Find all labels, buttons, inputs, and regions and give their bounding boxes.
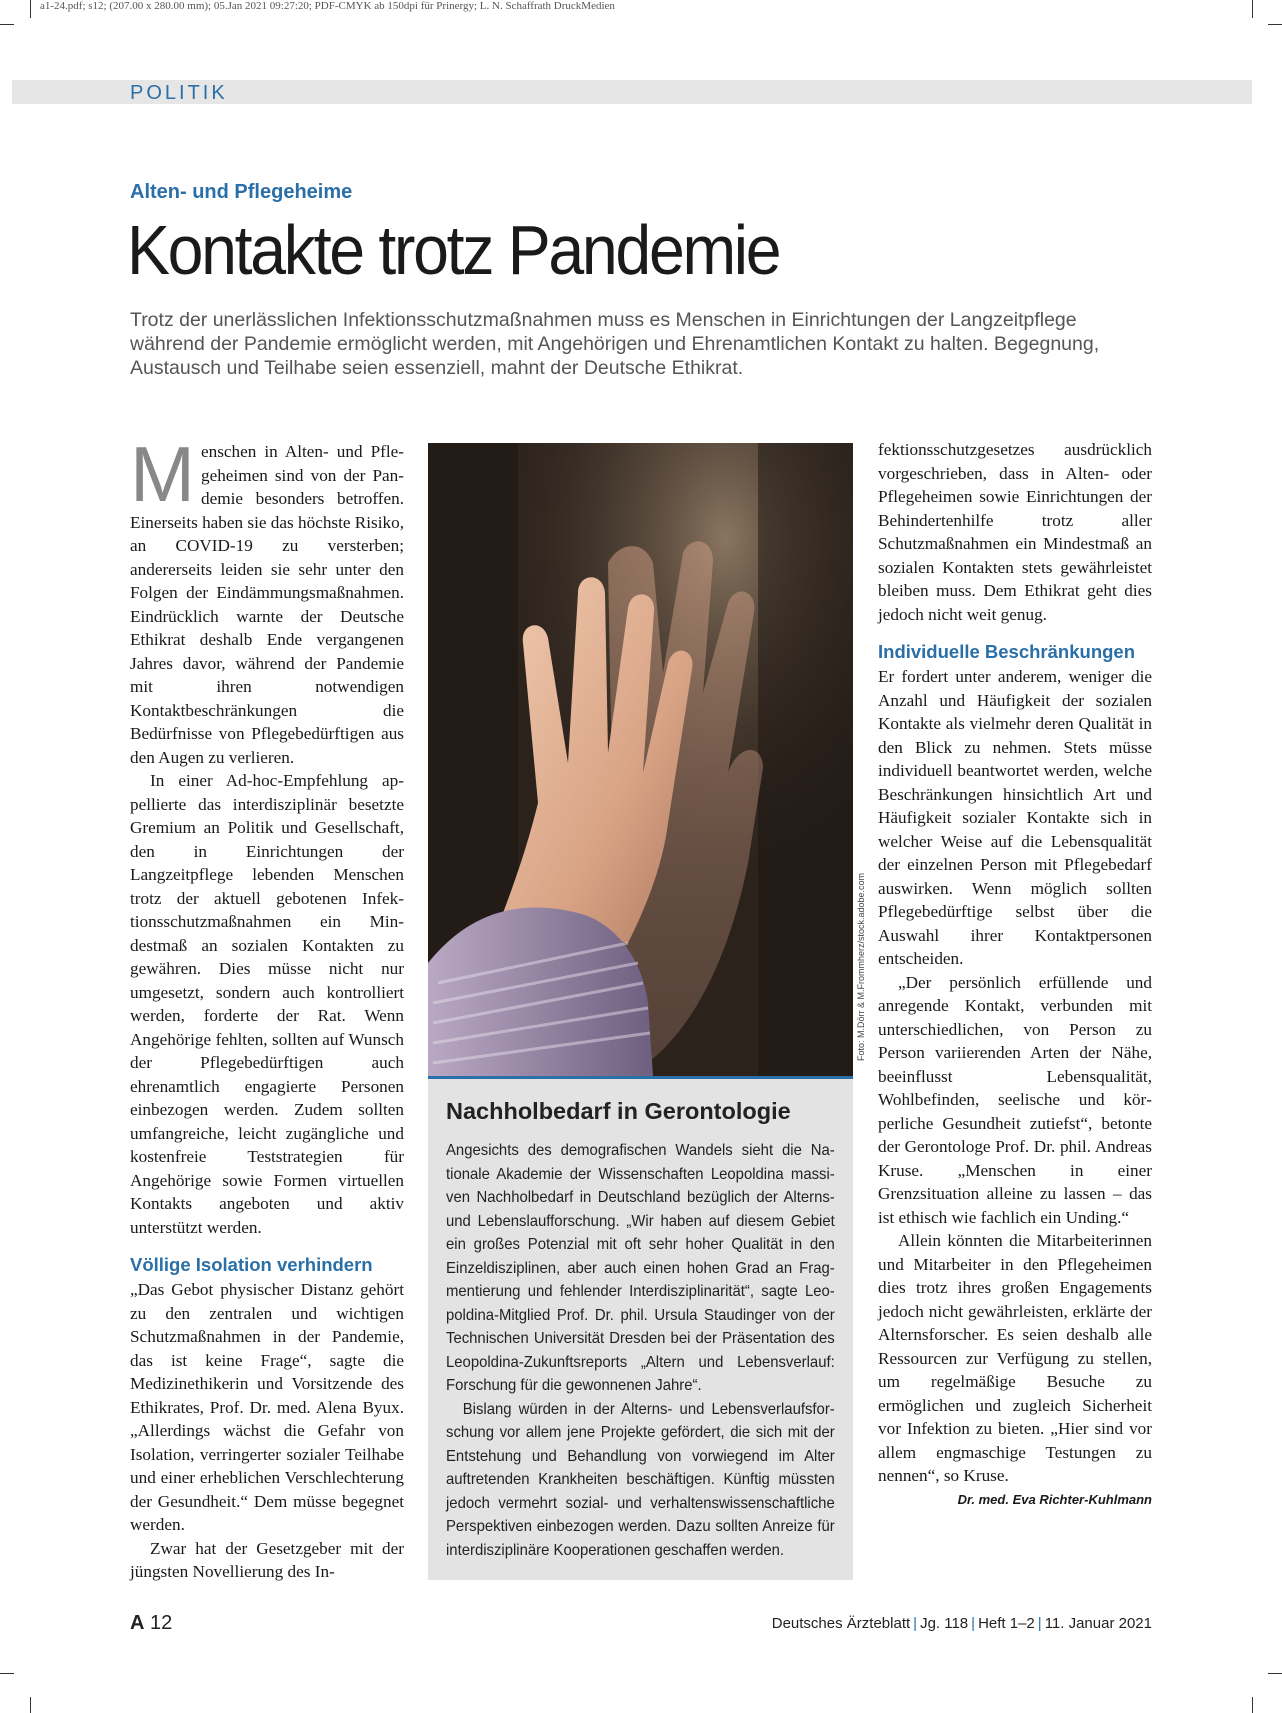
subheading: Individuelle Beschränkungen <box>878 641 1136 662</box>
article-headline: Kontakte trotz Pandemie <box>127 211 780 289</box>
body-paragraph: „Das Gebot physischer Distanz gehört zu den zentralen und wichtigen Schutzmaßnahmen in der Pandemie, das ist keine Frage“, sagte die Medizinethikerin und Vorsitzende des Ethikrates, Prof. Dr. med. Alena Byux. „Allerdings wächst die Gefahr von Isolation, verringerter sozialer Teilhabe und einer erheblichen Verschlechterung der Gesundheit.“ Dem müsse begegnet werden. <box>130 1280 404 1534</box>
crop-mark <box>30 0 31 18</box>
body-paragraph: In einer Ad-hoc-Empfehlung appellierte das interdisziplinär besetzte Gremium an Politik und Gesellschaft, den in Einrichtungen der Langzeitpflege lebenden Menschen trotz der aktuell gebotenen Infektionsschutzmaßnahmen ein Mindestmaß an sozialen Kontakten zu gewähren. Dies müsse nicht nur umgesetzt, sondern auch kontrolliert werden, forderte der Rat. Wenn Angehörige fehlten, sollten auf Wunsch der Pflegebedürftigen auch ehrenamtlich engagierte Personen einbezogen werden. Zudem sollten umfangreiche, leicht zugängliche und kostenfreie Teststrategien für Angehörige sowie Formen virtuellen Kontakts angeboten und aktiv unterstützt werden. <box>130 771 404 1237</box>
drop-cap: M <box>130 430 195 518</box>
text-column-left <box>130 430 404 1584</box>
info-box <box>428 1076 853 1580</box>
subheading: Völlige Isolation verhindern <box>130 1254 373 1275</box>
crop-mark <box>1268 24 1282 25</box>
info-box-title: Nachholbedarf in Gerontologie <box>446 1098 791 1124</box>
photo-credit: Foto: M.Dörr & M.Frommherz/stock.adobe.com <box>856 872 866 1061</box>
body-paragraph: Menschen in Alten- und Pflegeheimen sind von der Pandemie besonders betroffen. Einerseits haben sie das höchste Risiko, an COVID-19 zu versterben; andererseits leiden sie sehr unter den Folgen der Eindämmungsmaßnahmen. Eindrücklich warnte der Deutsche Ethikrat deshalb Ende vergangenen Jahres davor, während der Pandemie mit ihren notwendigen Kontaktbeschränkungen die Bedürfnisse von Pflegebedürftigen aus den Augen zu verlieren. <box>130 430 404 767</box>
crop-mark <box>30 1697 31 1713</box>
article-lead: Trotz der unerlässlichen Infektionsschutzmaßnahmen muss es Menschen in Einrichtungen der Langzeitpflege während der Pandemie ermöglicht werden, mit Angehörigen und Ehrenamtlichen Kontakt zu halten. Begegnung, Austausch und Teilhabe seien essenziell, mahnt der Deutsche Ethikrat. <box>130 309 1100 379</box>
body-paragraph: Zwar hat der Gesetzgeber mit der jüngsten Novellierung des In- <box>130 1538 404 1581</box>
crop-mark <box>0 1673 14 1674</box>
journal-info: Deutsches Ärzteblatt | Jg. 118 | Heft 1–2 | 11. Januar 2021 <box>771 1615 1152 1632</box>
journal-volume: Jg. 118 <box>920 1615 969 1632</box>
article-kicker: Alten- und Pflegeheime <box>130 181 353 203</box>
info-box-paragraph: Bislang würden in der Alterns- und Lebensverlaufsforschung vor allem jene Projekte gefördert, die sich mit der Entstehung und Behandlung von vorwiegend im Alter auftretenden Krankheiten beschäftigen. Künftig müssten jedoch vermehrt sozial- und verhaltenswissenschaftliche Perspektiven einbezogen werden. Dazu sollten Anreize für interdisziplinäre Kooperationen geschaffen werden. <box>446 1400 835 1559</box>
crop-mark <box>1268 1673 1282 1674</box>
photo-hands <box>428 443 853 1076</box>
crop-mark <box>0 24 14 25</box>
page-number: A 12 <box>130 1612 173 1634</box>
journal-date: 11. Januar 2021 <box>1044 1615 1152 1632</box>
journal-issue: Heft 1–2 <box>978 1615 1035 1632</box>
journal-name: Deutsches Ärzteblatt <box>771 1615 911 1632</box>
print-info: a1-24.pdf; s12; (207.00 x 280.00 mm); 05.Jan 2021 09:27:20; PDF-CMYK ab 150dpi für Prinergy; L. N. Schaffrath DruckMedien <box>40 0 615 12</box>
body-paragraph: Allein könnten die Mitarbeiterinnen und Mitarbeiter in den Pflegeheimen dies trotz ihres großen Engagements jedoch nicht gewährleisten, erklärte der Alternsforscher. Es seien deshalb alle Ressourcen zur Verfügung zu stellen, um regelmäßige Besuche zu ermöglichen und zugleich Sicherheit vor Infektion zu bieten. „Hier sind vor allem engmaschige Testungen zu nennen“, so Kruse. Dr. med. Eva Richter-Kuhlmann <box>878 1229 1152 1488</box>
crop-mark <box>1252 0 1253 18</box>
text-column-right <box>878 438 1152 1511</box>
body-paragraph: Er fordert unter anderem, weniger die Anzahl und Häufigkeit der sozialen Kontakte als vielmehr deren Qualität in den Blick zu nehmen. Stets müsse individuell beantwortet werden, welche Beschränkungen hinsichtlich Art und Häufigkeit sozialer Kontakte sich in welcher Weise auf die Lebensqualität der einzelnen Person mit Pflegebedarf auswirken. Wenn möglich sollten Pflegebedürftige selbst über die Auswahl ihrer Kontaktpersonen entscheiden. <box>878 667 1152 968</box>
info-box-paragraph: Angesichts des demografischen Wandels sieht die Nationale Akademie der Wissenschaften Leopoldina massiven Nachholbedarf in Deutschland bezüglich der Alterns- und Lebenslaufforschung. „Wir haben auf diesem Gebiet ein großes Potenzial mit oft sehr hoher Qualität in den Einzeldisziplinen, aber auch einen hohen Grad an Fragmentierung und fehlender Interdisziplinarität“, sagte Leopoldina-Mitglied Prof. Dr. phil. Ursula Staudinger von der Technischen Universität Dresden bei der Präsentation des Leopoldina-Zukunftsreports „Altern und Lebensverlauf: Forschung für die gewonnenen Jahre“. <box>446 1142 835 1394</box>
body-paragraph: fektionsschutzgesetzes ausdrücklich vorgeschrieben, dass in Alten- oder Pflegeheimen sowie Einrichtungen der Behindertenhilfe trotz aller Schutzmaßnahmen ein Mindestmaß an sozialen Kontakten stets gewährleistet bleiben muss. Dem Ethikrat geht dies jedoch nicht weit genug. <box>878 440 1152 624</box>
author-byline: Dr. med. Eva Richter-Kuhlmann <box>957 1491 1152 1507</box>
section-label: POLITIK <box>130 82 228 104</box>
crop-mark <box>1252 1697 1253 1713</box>
body-paragraph: „Der persönlich erfüllende und anregende Kontakt, verbunden mit unterschiedlichen, von Person zu Person variierenden Arten der Nähe, beeinflusst Lebensqualität, Wohlbefinden, seelische und körperliche Gesundheit zutiefst“, betonte der Gerontologe Prof. Dr. phil. Andreas Kruse. „Menschen in einer Grenzsituation alleine zu lassen – das ist ethisch wie fachlich ein Unding.“ <box>878 972 1152 1227</box>
